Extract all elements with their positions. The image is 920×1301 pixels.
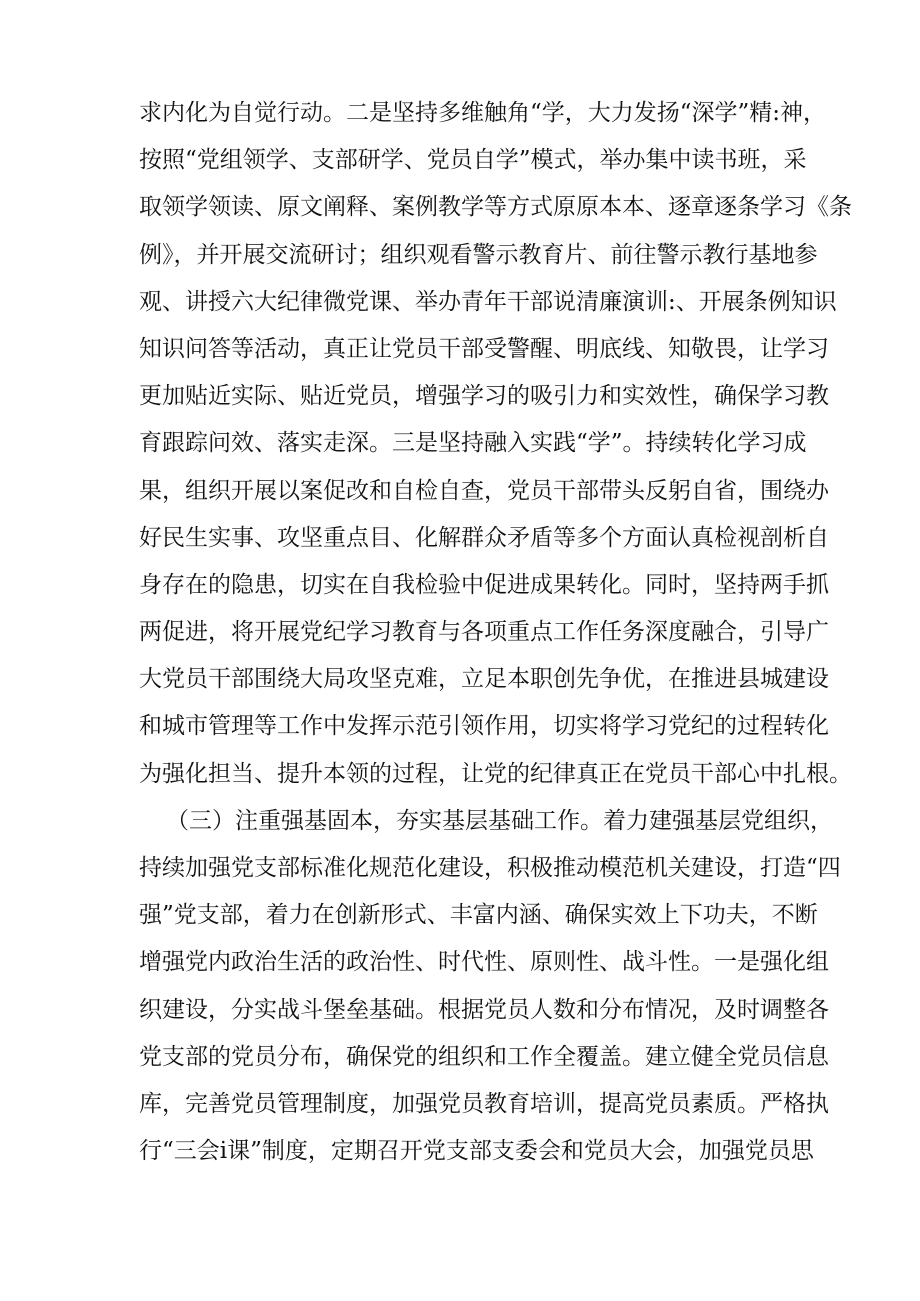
text-line: 为强化担当、提升本领的过程，让党的纪律真正在党员干部心中扎根。 [139,760,852,787]
text-line: 行“三会i课”制度，定期召开党支部支委会和党员大会，加强党员思 [139,1138,814,1165]
text-line: 增强党内政治生活的政治性、时代性、原则性、战斗性。一是强化组 [139,949,829,976]
text-line: 大党员干部围绕大局攻坚克难，立足本职创先争优，在推进县城建设 [139,666,829,693]
text-line: 例》，并开展交流研讨；组织观看警示教育片、前往警示教行基地参 [139,241,818,268]
text-line: 党支部的党员分布，确保党的组织和工作全覆盖。建立健全党员信息 [139,1043,829,1070]
text-line: 库，完善党员管理制度，加强党员教育培训，提高党员素质。严格执 [139,1090,829,1117]
text-line: 更加贴近实际、贴近党员，增强学习的吸引力和实效性，确保学习教 [139,383,829,410]
text-line: 织建设，分实战斗堡垒基础。根据党员人数和分布情况，及时调整各 [139,996,829,1023]
body-text [139,90,852,1175]
text-line: 好民生实事、攻坚重点目、化解群众矛盾等多个方面认真检视剖析自 [139,524,829,551]
text-line: 两促进，将开展党纪学习教育与各项重点工作任务深度融合，引导广 [139,619,829,646]
text-line: 身存在的隐患，切实在自我检验中促进成果转化。同时，坚持两手抓 [139,571,829,598]
text-line: 取领学领读、原文阐释、案例教学等方式原原本本、逐章逐条学习《条 [139,194,852,221]
text-line: 和城市管理等工作中发挥示范引领作用，切实将学习党纪的过程转化 [139,713,829,740]
text-line: 观、讲授六大纪律微党课、举办青年干部说清廉演训:、开展条例知识 [139,288,837,315]
text-line: 强”党支部，着力在创新形式、丰富内涵、确保实效上下功夫，不断 [139,902,818,929]
section-heading-line: （三）注重强基固本，夯实基层基础工作。着力建强基层党组织， [166,807,833,834]
text-line: 持续加强党支部标准化规范化建设，积极推动模范机关建设，打造“四 [139,855,841,881]
text-line: 求内化为自觉行动。二是坚持多维触角“学，大力发扬“深学”精:神， [139,100,827,126]
text-line: 按照“党组领学、支部研学、党员自学”模式，举办集中读书班，采 [139,147,807,174]
text-line: 知识问答等活动，真正让党员干部受警醒、明底线、知敬畏，让学习 [139,335,829,362]
text-line: 育跟踪问效、落实走深。三是坚持融入实践“学”。持续转化学习成 [139,430,807,457]
text-line: 果，组织开展以案促改和自检自查，党员干部带头反躬自省，围绕办 [139,477,829,504]
